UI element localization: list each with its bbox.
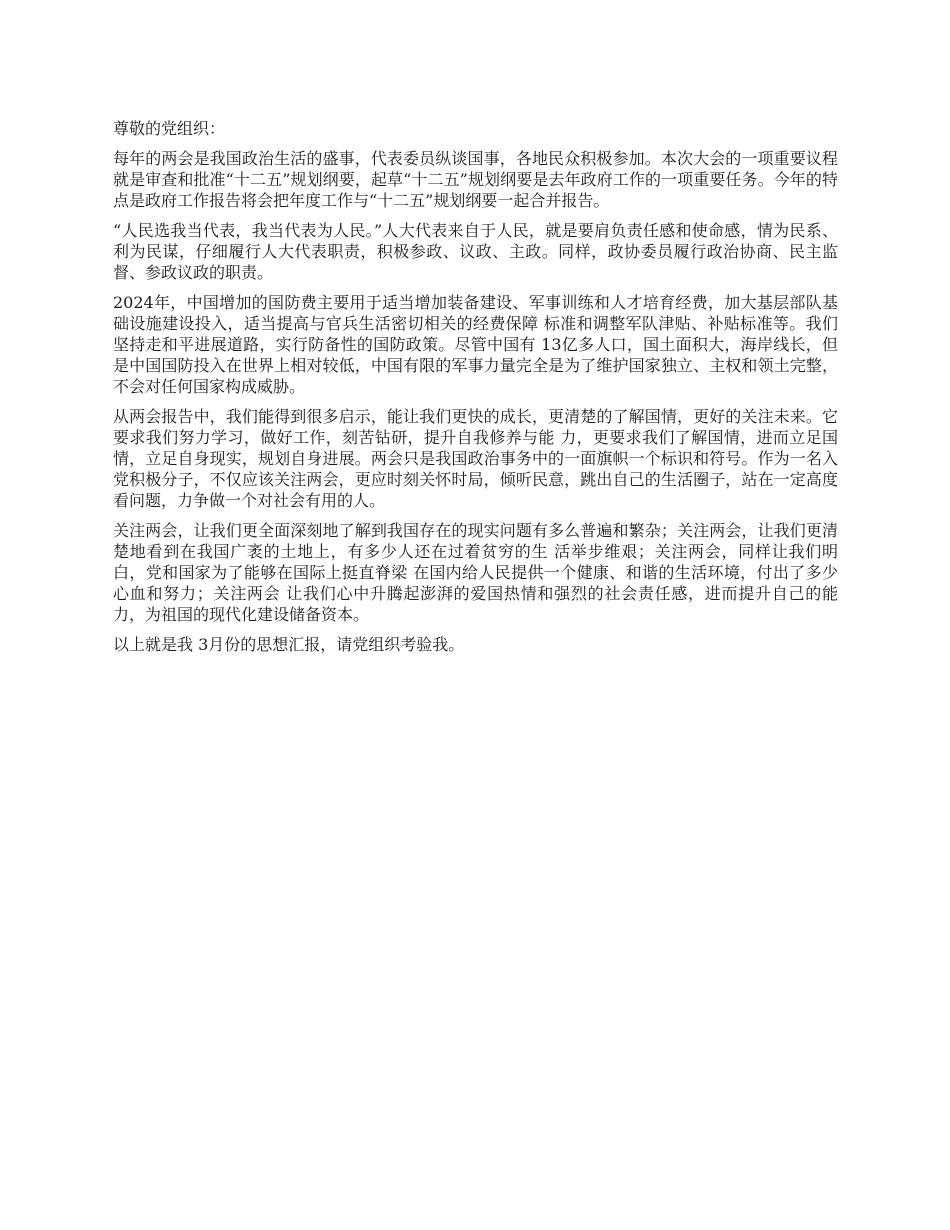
paragraph-representatives: “人民选我当代表，我当代表为人民。”人大代表来自于人民，就是要肩负责任感和使命感，情为民系、利为民谋，仔细履行人大代表职责，积极参政、议政、主政。同样，政协委员履行政治协商、民主监督、参政议政的职责。 (113, 221, 838, 282)
salutation: 尊敬的党组织： (113, 119, 226, 138)
paragraph-two-sessions: 每年的两会是我国政治生活的盛事，代表委员纵谈国事，各地民众积极参加。本次大会的一项重要议程就是审查和批准“十二五”规划纲要，起草“十二五”规划纲要是去年政府工作的一项重要任务。今年的特点是政府工作报告将会把年度工作与“十二五”规划纲要一起合并报告。 (113, 149, 838, 210)
report-body (113, 118, 838, 655)
paragraph-attention: 关注两会，让我们更全面深刻地了解到我国存在的现实问题有多么普遍和繁杂；关注两会，让我们更清楚地看到在我国广袤的土地上，有多少人还在过着贫穷的生 活举步维艰；关注两会，同样让我们明白，党和国家为了能够在国际上挺直脊梁 在国内给人民提供一个健康、和谐的生活环境，付出了多少心血和努力；关注两会 让我们心中升腾起澎湃的爱国热情和强烈的社会责任感，进而提升自己的能力，为祖国的现代化建设储备资本。 (113, 521, 838, 624)
paragraph-inspiration: 从两会报告中，我们能得到很多启示，能让我们更快的成长，更清楚的了解国情，更好的关注未来。它要求我们努力学习，做好工作，刻苦钻研，提升自我修养与能 力，更要求我们了解国情，进而立足国情，立足自身现实，规划自身进展。两会只是我国政治事务中的一面旗帜一个标识和符号。作为一名入党积极分子，不仅应该关注两会，更应时刻关怀时局，倾听民意，跳出自己的生活圈子，站在一定高度看问题，力争做一个对社会有用的人。 (113, 407, 838, 510)
closing-line: 以上就是我 3月份的思想汇报，请党组织考验我。 (113, 635, 465, 654)
paragraph-defense-budget: 2024年，中国增加的国防费主要用于适当增加装备建设、军事训练和人才培育经费，加大基层部队基础设施建设投入，适当提高与官兵生活密切相关的经费保障 标准和调整军队津贴、补贴标准等。我们坚持走和平进展道路，实行防备性的国防政策。尽管中国有 13亿多人口，国土面积大，海岸线长，但是中国国防投入在世界上相对较低，中国有限的军事力量完全是为了维护国家独立、主权和领土完整，不会对任何国家构成威胁。 (113, 293, 838, 396)
